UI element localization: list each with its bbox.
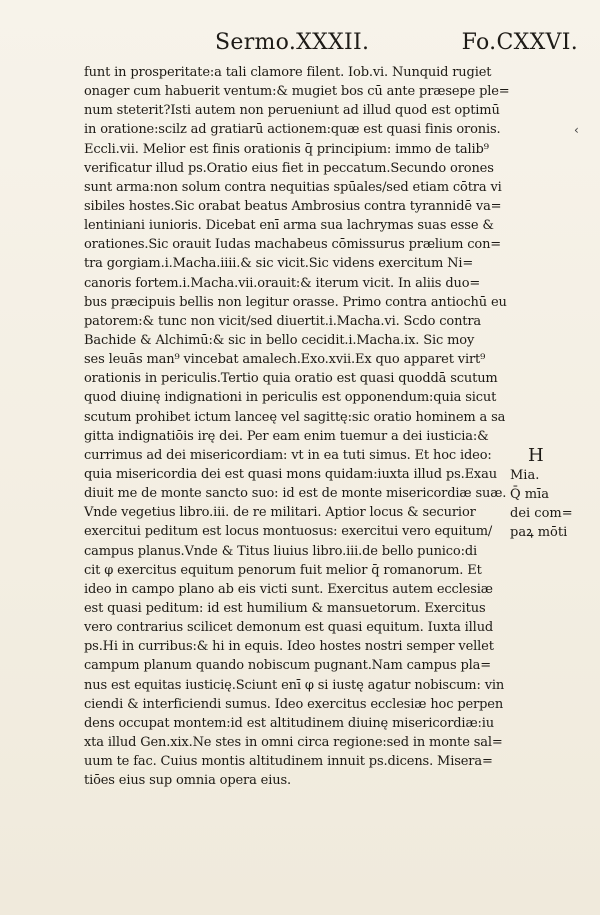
- text-line: Eccli.vii. Melior est finis orationis q̄ principium: immo de talib⁹: [84, 141, 489, 157]
- margin-note: paꝝ mōti: [510, 525, 568, 541]
- text-line: est quasi peditum: id est humilium & mansuetorum. Exercitus: [84, 600, 486, 616]
- text-line: patorem:& tunc non vicit/sed diuertit.i.Macha.vi. Scdo contra: [84, 313, 482, 329]
- text-line: funt in prosperitate:a tali clamore filent. Iob.vi. Nunquid rugiet: [84, 65, 492, 80]
- text-line: vero contrarius scilicet demonum est quasi equitum. Iuxta illud: [84, 620, 494, 636]
- text-line: currimus ad dei misericordiam: vt in ea tuti simus. Et hoc ideo:: [84, 447, 492, 463]
- text-line: nus est equitas iusticię.Sciunt enī φ si iustę agatur nobiscum: vin: [84, 677, 505, 693]
- header-folio-number: Fo.CXXVI.: [461, 30, 578, 55]
- main-text-column: [84, 63, 509, 790]
- text-line: scutum prohibet ictum lanceę vel sagittę:sic oratio hominem a sa: [84, 409, 506, 425]
- running-header: [215, 30, 578, 60]
- text-line: tiōes eius sup omnia opera eius.: [84, 773, 291, 789]
- text-line: canoris fortem.i.Macha.vii.orauit:& iterum vicit. In aliis duo=: [84, 275, 481, 291]
- margin-note: Q̄ mīa: [510, 487, 550, 503]
- text-line: sibiles hostes.Sic orabat beatus Ambrosius contra tyrannidē va=: [84, 198, 502, 214]
- text-line: ps.Hi in curribus:& hi in equis. Ideo hostes nostri semper vellet: [84, 639, 494, 655]
- text-line: cit φ exercitus equitum penorum fuit melior q̄ romanorum. Et: [84, 562, 482, 578]
- margin-letter: H: [528, 445, 544, 466]
- text-line: num steterit?Isti autem non perueniunt ad illud quod est optimū: [84, 103, 500, 119]
- text-line: tra gorgiam.i.Macha.iiii.& sic vicit.Sic videns exercitum Ni=: [84, 256, 474, 272]
- margin-note: dei com=: [510, 506, 573, 522]
- text-line: orationes.Sic orauit Iudas machabeus cōmissurus prælium con=: [84, 237, 502, 253]
- margin-notes: [510, 446, 596, 543]
- text-line: ideo in campo plano ab eis victi sunt. Exercitus autem ecclesiæ: [84, 581, 493, 597]
- margin-mark: ‹: [574, 123, 579, 137]
- text-line: quod diuinę indignationi in periculis est opponendum:quia sicut: [84, 390, 497, 406]
- text-line: campus planus.Vnde & Titus liuius libro.iii.de bello punico:di: [84, 543, 478, 559]
- text-line: onager cum habuerit ventum:& mugiet bos cū ante præsepe ple=: [84, 84, 510, 100]
- text-line: campum planum quando nobiscum pugnant.Nam campus pla=: [84, 658, 491, 674]
- header-sermon-number: Sermo.XXXII.: [215, 30, 370, 55]
- text-line: Vnde vegetius libro.iii. de re militari. Aptior locus & securior: [84, 505, 476, 521]
- text-line: ses leuās man⁹ vincebat amalech.Exo.xvii.Ex quo apparet virt⁹: [84, 352, 486, 368]
- text-line: dens occupat montem:id est altitudinem diuinę misericordiæ:iu: [84, 715, 494, 731]
- text-line: diuit me de monte sancto suo: id est de monte misericordiæ suæ.: [84, 486, 507, 502]
- text-line: verificatur illud ps.Oratio eius fiet in peccatum.Secundo orones: [84, 160, 494, 176]
- text-line: xta illud Gen.xix.Ne stes in omni circa regione:sed in monte sal=: [84, 734, 503, 750]
- text-line: ciendi & interficiendi sumus. Ideo exercitus ecclesiæ hoc perpen: [84, 696, 504, 712]
- text-line: sunt arma:non solum contra nequitias spūales/sed etiam cōtra vi: [84, 179, 502, 195]
- margin-note: Mia.: [510, 468, 540, 483]
- text-line: in oratione:scilz ad gratiarū actionem:quæ est quasi finis oronis.: [84, 122, 501, 138]
- text-line: quia misericordia dei est quasi mons quidam:iuxta illud ps.Exau: [84, 466, 497, 482]
- text-line: orationis in periculis.Tertio quia oratio est quasi quoddā scutum: [84, 371, 498, 387]
- text-line: lentiniani iunioris. Dicebat enī arma sua lachrymas suas esse &: [84, 218, 494, 234]
- text-line: bus præcipuis bellis non legitur orasse. Primo contra antiochū eu: [84, 294, 507, 310]
- text-line: gitta indignatiōis irę dei. Per eam enim tuemur a dei iusticia:&: [84, 428, 489, 444]
- text-line: exercitui peditum est locus montuosus: exercitui vero equitum/: [84, 524, 493, 540]
- text-line: uum te fac. Cuius montis altitudinem innuit ps.dicens. Misera=: [84, 754, 493, 770]
- text-line: Bachide & Alchimū:& sic in bello cecidit.i.Macha.ix. Sic moy: [84, 332, 475, 348]
